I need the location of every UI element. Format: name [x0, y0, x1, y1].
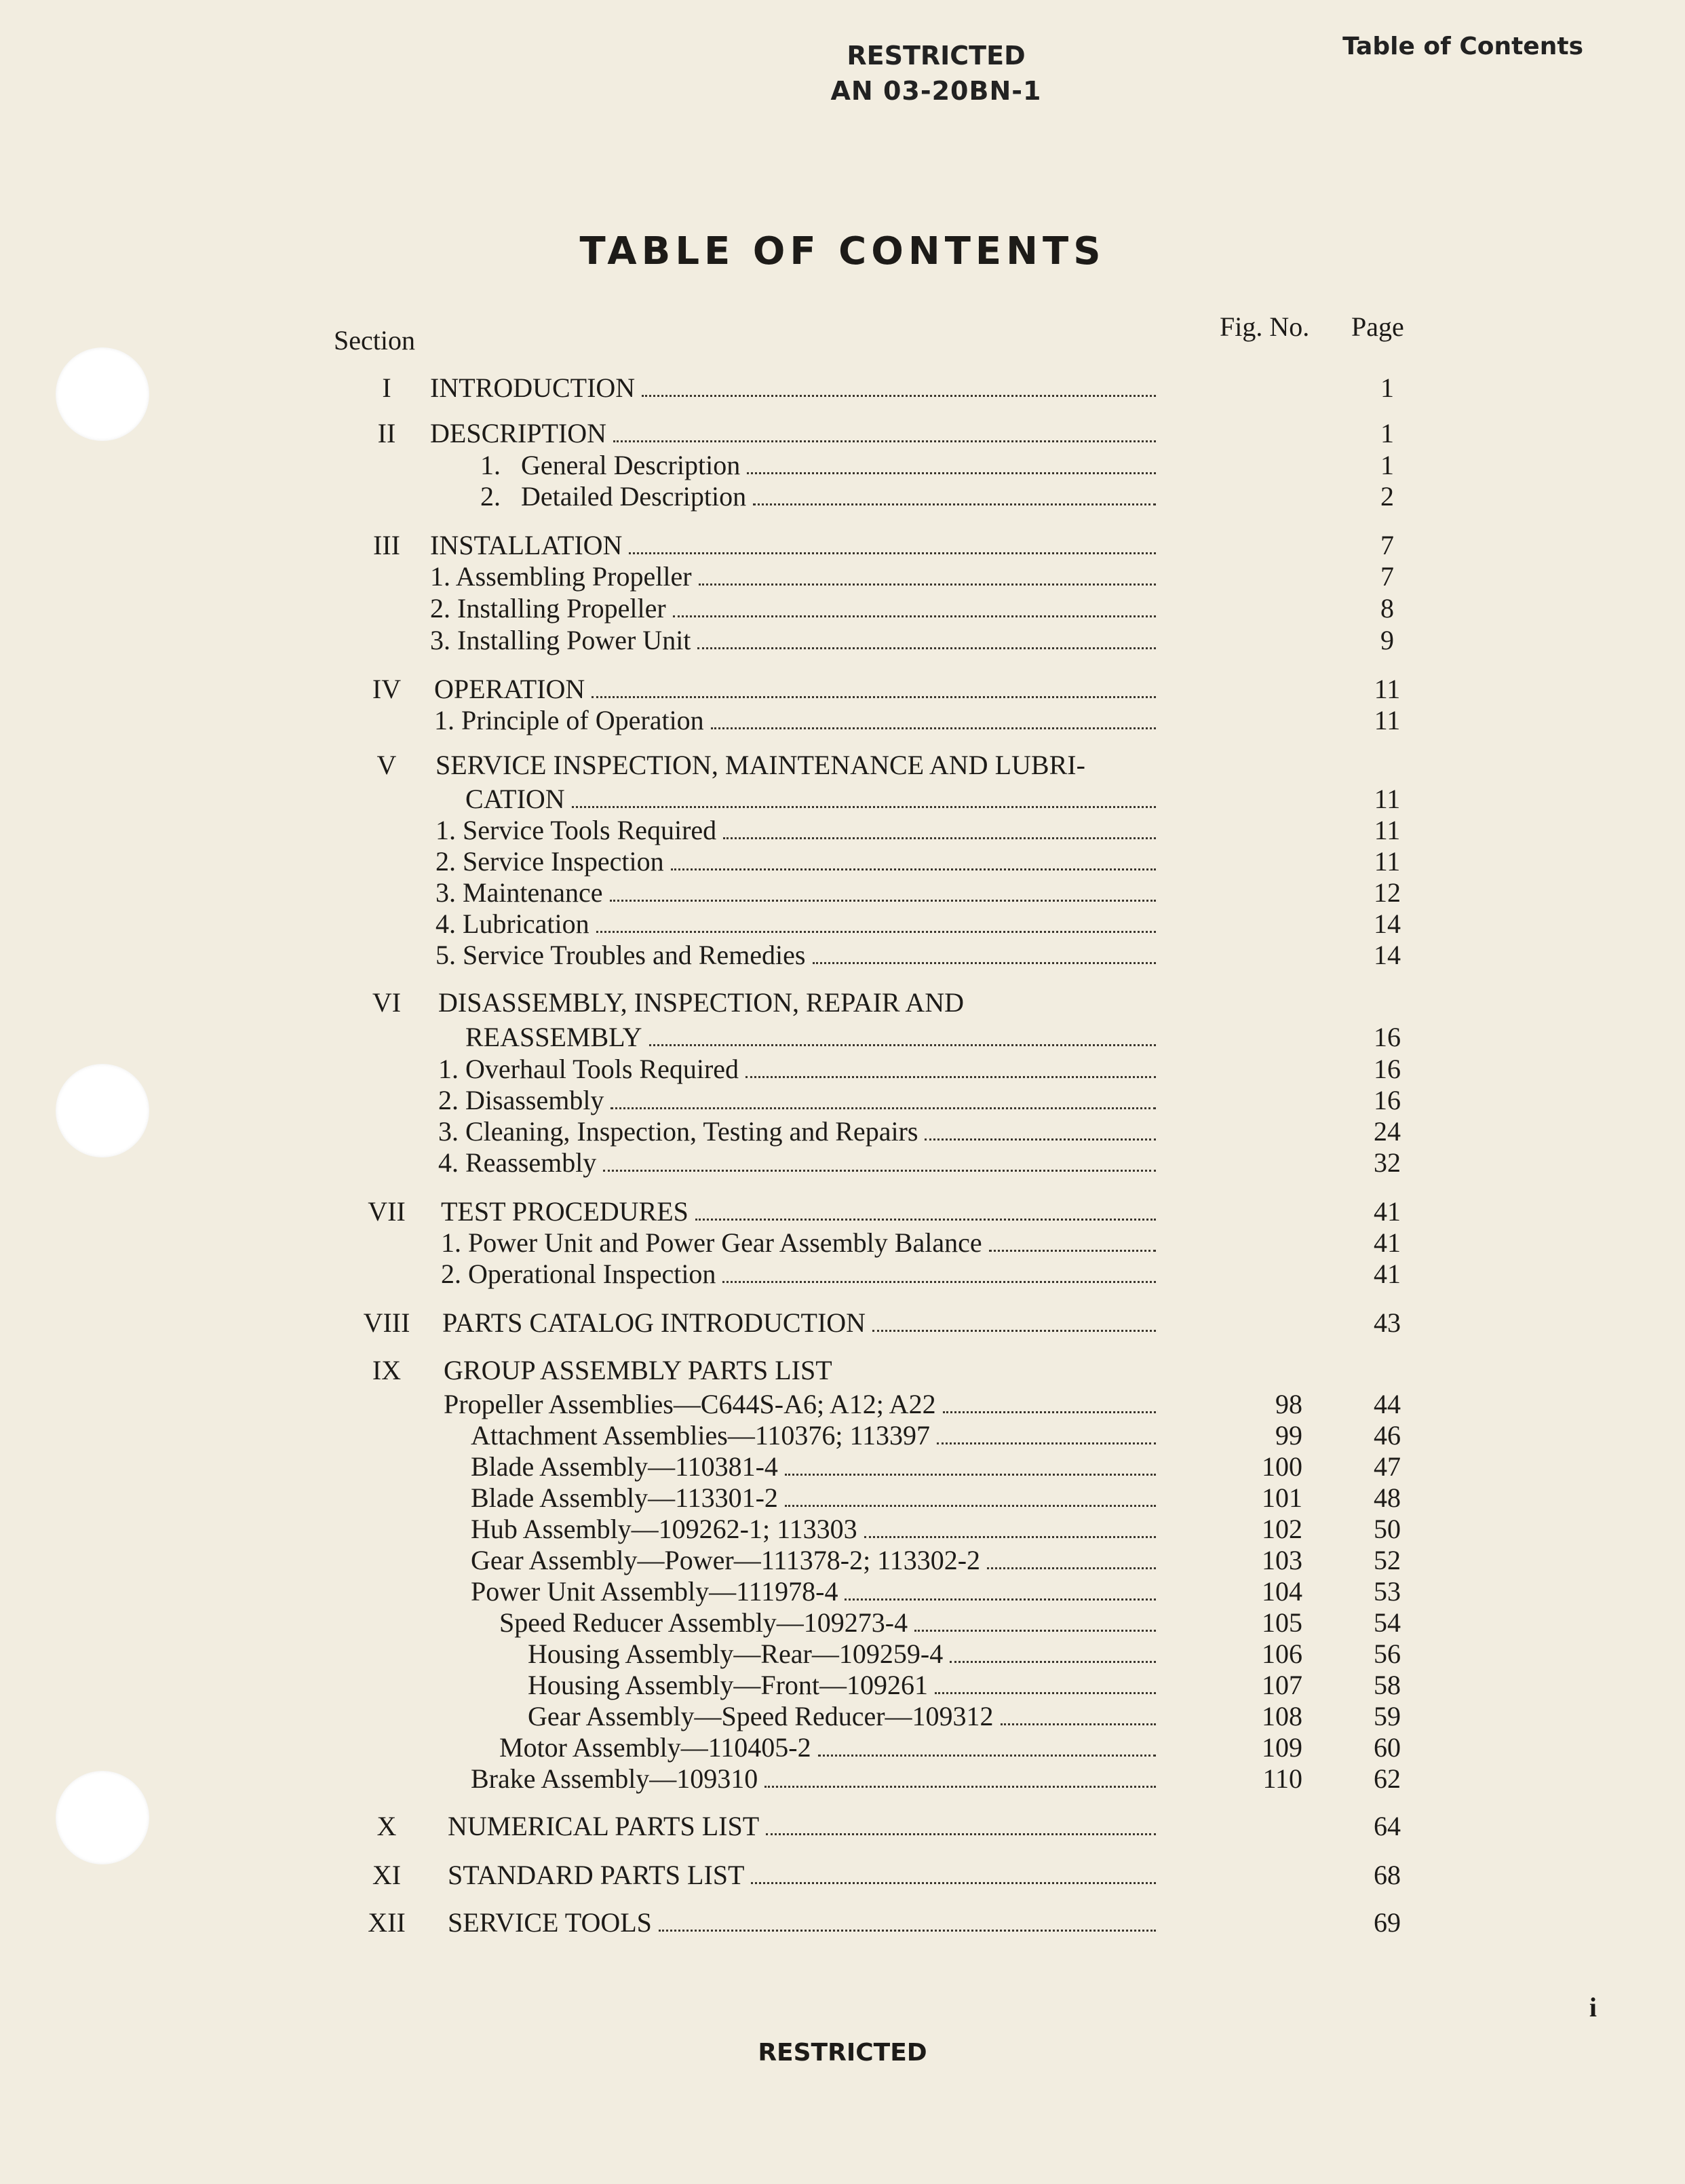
toc-entry-title: Motor Assembly—110405-2	[499, 1732, 811, 1763]
toc-entry-title: DESCRIPTION	[430, 418, 607, 448]
page-number: 50	[1374, 1514, 1401, 1544]
toc-row	[0, 1700, 1685, 1736]
page-number: 44	[1374, 1389, 1401, 1419]
dot-leader	[950, 1661, 1156, 1663]
page-number: 14	[1374, 908, 1401, 939]
dot-leader	[610, 900, 1156, 902]
section-number: XII	[368, 1907, 406, 1938]
page-number: 41	[1374, 1259, 1401, 1289]
page-number: 53	[1374, 1576, 1401, 1607]
toc-row	[0, 1859, 1685, 1894]
page-number: 54	[1374, 1607, 1401, 1638]
toc-row	[0, 529, 1685, 564]
dot-leader	[747, 472, 1156, 474]
toc-row	[0, 1451, 1685, 1486]
page-number: 43	[1374, 1307, 1401, 1338]
toc-row	[0, 908, 1685, 943]
figure-number: 102	[1262, 1514, 1302, 1544]
toc-row	[0, 1482, 1685, 1517]
page-number: 47	[1374, 1451, 1401, 1482]
page-number: 1	[1380, 418, 1394, 448]
dot-leader	[813, 962, 1157, 964]
section-number: I	[382, 372, 391, 403]
toc-entry-title: REASSEMBLY	[465, 1022, 642, 1052]
dot-leader	[671, 868, 1156, 870]
toc-entry-title: 2. Operational Inspection	[441, 1259, 716, 1289]
page-number: 59	[1374, 1701, 1401, 1731]
page-number: 64	[1374, 1811, 1401, 1841]
figure-number: 110	[1262, 1763, 1302, 1794]
toc-entry-title: NUMERICAL PARTS LIST	[448, 1811, 760, 1841]
toc-row	[0, 1227, 1685, 1262]
dot-leader	[1001, 1723, 1156, 1725]
section-number: III	[373, 530, 400, 560]
toc-entry-title: 2. Disassembly	[438, 1085, 604, 1115]
page-number: 68	[1374, 1860, 1401, 1890]
toc-row	[0, 417, 1685, 453]
toc-row	[0, 814, 1685, 849]
toc-row	[0, 1513, 1685, 1548]
dot-leader	[649, 1044, 1157, 1046]
page-number: 62	[1374, 1763, 1401, 1794]
dot-leader	[699, 583, 1156, 586]
toc-row	[0, 1575, 1685, 1611]
toc-row	[0, 1147, 1685, 1182]
dot-leader	[629, 552, 1156, 554]
dot-leader	[766, 1833, 1156, 1835]
toc-row	[0, 783, 1685, 818]
dot-leader	[925, 1138, 1156, 1141]
toc-entry-title: TEST PROCEDURES	[441, 1196, 689, 1227]
toc-entry-title: Blade Assembly—110381-4	[471, 1451, 778, 1482]
page-number: 1	[1380, 450, 1394, 480]
page-number: 2	[1380, 481, 1394, 512]
toc-row	[0, 939, 1685, 974]
toc-entry-title: Hub Assembly—109262-1; 113303	[471, 1514, 857, 1544]
toc-row	[0, 1638, 1685, 1673]
toc-entry-title: CATION	[465, 784, 565, 814]
section-number: V	[376, 750, 397, 780]
page-number: 32	[1374, 1147, 1401, 1178]
toc-row	[0, 1053, 1685, 1088]
dot-leader	[845, 1598, 1156, 1601]
page-number: 52	[1374, 1545, 1401, 1575]
figure-number: 99	[1275, 1420, 1302, 1451]
toc-entry-title: 3. Cleaning, Inspection, Testing and Repairs	[438, 1116, 918, 1147]
toc-row	[0, 1544, 1685, 1579]
section-number: IV	[372, 674, 402, 704]
column-header-section: Section	[334, 325, 415, 356]
toc-entry-title: Housing Assembly—Front—109261	[528, 1670, 929, 1700]
dot-leader	[864, 1536, 1156, 1538]
toc-entry-title: 4. Reassembly	[438, 1147, 597, 1178]
document-number: AN 03-20BN-1	[830, 76, 1042, 106]
figure-number: 103	[1262, 1545, 1302, 1575]
toc-row	[0, 1731, 1685, 1767]
toc-entry-title: SERVICE TOOLS	[448, 1907, 652, 1938]
toc-row	[0, 1354, 1685, 1390]
toc-row	[0, 673, 1685, 708]
toc-entry-title: 3. Maintenance	[435, 877, 603, 908]
toc-row	[0, 480, 1685, 516]
toc-entry-title: 1. Service Tools Required	[435, 815, 717, 845]
page-number: 48	[1374, 1482, 1401, 1513]
toc-entry-title: OPERATION	[434, 674, 585, 704]
running-head: Table of Contents	[1342, 33, 1583, 60]
toc-row	[0, 1607, 1685, 1642]
page-number: 11	[1374, 815, 1401, 845]
toc-entry-title: 2. Service Inspection	[435, 846, 664, 877]
dot-leader	[745, 1076, 1156, 1078]
dot-leader	[937, 1442, 1156, 1444]
restricted-marking-bottom: RESTRICTED	[758, 2039, 927, 2067]
page-number: 16	[1374, 1022, 1401, 1052]
toc-entry-title: Speed Reducer Assembly—109273-4	[499, 1607, 908, 1638]
toc-row	[0, 449, 1685, 484]
page-number: 8	[1380, 593, 1394, 624]
toc-row	[0, 1021, 1685, 1056]
toc-entry-title: 5. Service Troubles and Remedies	[435, 940, 806, 970]
dot-leader	[989, 1250, 1156, 1252]
dot-leader	[711, 727, 1156, 729]
section-number: IX	[372, 1355, 402, 1385]
section-number: X	[376, 1811, 397, 1841]
column-header-fig-no: Fig. No.	[1220, 311, 1310, 342]
toc-row	[0, 372, 1685, 407]
dot-leader	[751, 1882, 1156, 1884]
toc-row	[0, 877, 1685, 912]
toc-row	[0, 1907, 1685, 1942]
dot-leader	[611, 1107, 1156, 1109]
dot-leader	[753, 503, 1156, 505]
dot-leader	[723, 837, 1156, 839]
section-number: VI	[372, 987, 402, 1018]
figure-number: 108	[1262, 1701, 1302, 1731]
figure-number: 101	[1262, 1482, 1302, 1513]
dot-leader	[697, 647, 1156, 649]
toc-row	[0, 624, 1685, 659]
toc-entry-title: Gear Assembly—Power—111378-2; 113302-2	[471, 1545, 981, 1575]
toc-row	[0, 1115, 1685, 1151]
toc-entry-title: Housing Assembly—Rear—109259-4	[528, 1639, 944, 1669]
toc-entry-title: 1. Principle of Operation	[434, 705, 704, 735]
toc-entry-title: PARTS CATALOG INTRODUCTION	[442, 1307, 866, 1338]
section-number: VII	[368, 1196, 406, 1227]
toc-row	[0, 986, 1685, 1022]
toc-row	[0, 1084, 1685, 1119]
page-number: 58	[1374, 1670, 1401, 1700]
figure-number: 106	[1262, 1639, 1302, 1669]
toc-entry-title: 1. Assembling Propeller	[430, 561, 692, 592]
dot-leader	[785, 1474, 1156, 1476]
page-number: 69	[1374, 1907, 1401, 1938]
toc-entry-title: Power Unit Assembly—111978-4	[471, 1576, 838, 1607]
figure-number: 98	[1275, 1389, 1302, 1419]
dot-leader	[818, 1755, 1156, 1757]
page-number: 1	[1380, 372, 1394, 403]
page-number: 11	[1374, 705, 1401, 735]
toc-entry-title: Blade Assembly—113301-2	[471, 1482, 778, 1513]
page-number: 14	[1374, 940, 1401, 970]
figure-number: 107	[1262, 1670, 1302, 1700]
page-number: 16	[1374, 1054, 1401, 1084]
toc-row	[0, 1195, 1685, 1231]
dot-leader	[592, 696, 1156, 698]
toc-entry-title: GROUP ASSEMBLY PARTS LIST	[444, 1355, 832, 1385]
page-number: 46	[1374, 1420, 1401, 1451]
toc-row	[0, 1669, 1685, 1704]
page-folio: i	[1589, 1992, 1597, 2023]
toc-entry-title: INTRODUCTION	[430, 372, 636, 403]
page-number: 41	[1374, 1196, 1401, 1227]
dot-leader	[872, 1330, 1156, 1332]
dot-leader	[943, 1411, 1156, 1413]
page-number: 60	[1374, 1732, 1401, 1763]
dot-leader	[785, 1505, 1156, 1507]
page-title: TABLE OF CONTENTS	[579, 229, 1106, 273]
toc-entry-title: 2. Installing Propeller	[430, 593, 666, 624]
dot-leader	[695, 1219, 1156, 1221]
page-number: 9	[1380, 625, 1394, 655]
column-header-page: Page	[1351, 311, 1404, 342]
toc-row	[0, 1258, 1685, 1293]
section-number: II	[377, 418, 396, 448]
toc-row	[0, 560, 1685, 596]
toc-entry-title: Propeller Assemblies—C644S-A6; A12; A22	[444, 1389, 936, 1419]
toc-row	[0, 845, 1685, 881]
dot-leader	[603, 1170, 1156, 1172]
dot-leader	[722, 1281, 1156, 1283]
toc-entry-title: 1. Overhaul Tools Required	[438, 1054, 739, 1084]
toc-entry-title: Brake Assembly—109310	[471, 1763, 758, 1794]
restricted-marking-top: RESTRICTED	[847, 41, 1026, 71]
dot-leader	[596, 931, 1156, 933]
toc-row	[0, 1419, 1685, 1455]
toc-entry-title: 4. Lubrication	[435, 908, 589, 939]
toc-entry-title: 1. Power Unit and Power Gear Assembly Balance	[441, 1227, 982, 1258]
toc-row	[0, 704, 1685, 740]
toc-entry-title: 3. Installing Power Unit	[430, 625, 691, 655]
dot-leader	[987, 1567, 1156, 1569]
dot-leader	[572, 806, 1156, 808]
page-number: 56	[1374, 1639, 1401, 1669]
toc-entry-title: STANDARD PARTS LIST	[448, 1860, 745, 1890]
dot-leader	[673, 615, 1156, 617]
page-number: 11	[1374, 784, 1401, 814]
page-number: 11	[1374, 846, 1401, 877]
toc-row	[0, 592, 1685, 628]
page-number: 11	[1374, 674, 1401, 704]
figure-number: 104	[1262, 1576, 1302, 1607]
figure-number: 105	[1262, 1607, 1302, 1638]
toc-row	[0, 749, 1685, 784]
page-number: 24	[1374, 1116, 1401, 1147]
dot-leader	[764, 1786, 1156, 1788]
toc-row	[0, 1388, 1685, 1423]
page-number: 16	[1374, 1085, 1401, 1115]
toc-entry-title: INSTALLATION	[430, 530, 623, 560]
toc-row	[0, 1763, 1685, 1798]
page-number: 12	[1374, 877, 1401, 908]
dot-leader	[914, 1630, 1156, 1632]
section-number: XI	[372, 1860, 402, 1890]
toc-entry-title: 2. Detailed Description	[480, 481, 747, 512]
toc-row	[0, 1307, 1685, 1342]
toc-entry-title: Attachment Assemblies—110376; 113397	[471, 1420, 930, 1451]
page-number: 7	[1380, 530, 1394, 560]
dot-leader	[613, 440, 1156, 442]
section-number: VIII	[363, 1307, 410, 1338]
toc-entry-title: 1. General Description	[480, 450, 741, 480]
figure-number: 109	[1262, 1732, 1302, 1763]
page-number: 7	[1380, 561, 1394, 592]
dot-leader	[642, 395, 1156, 397]
page-number: 41	[1374, 1227, 1401, 1258]
toc-entry-title: SERVICE INSPECTION, MAINTENANCE AND LUBRI-	[435, 750, 1085, 780]
dot-leader	[659, 1930, 1156, 1932]
dot-leader	[935, 1692, 1156, 1694]
figure-number: 100	[1262, 1451, 1302, 1482]
toc-entry-title: DISASSEMBLY, INSPECTION, REPAIR AND	[438, 987, 965, 1018]
toc-row	[0, 1810, 1685, 1845]
toc-entry-title: Gear Assembly—Speed Reducer—109312	[528, 1701, 994, 1731]
